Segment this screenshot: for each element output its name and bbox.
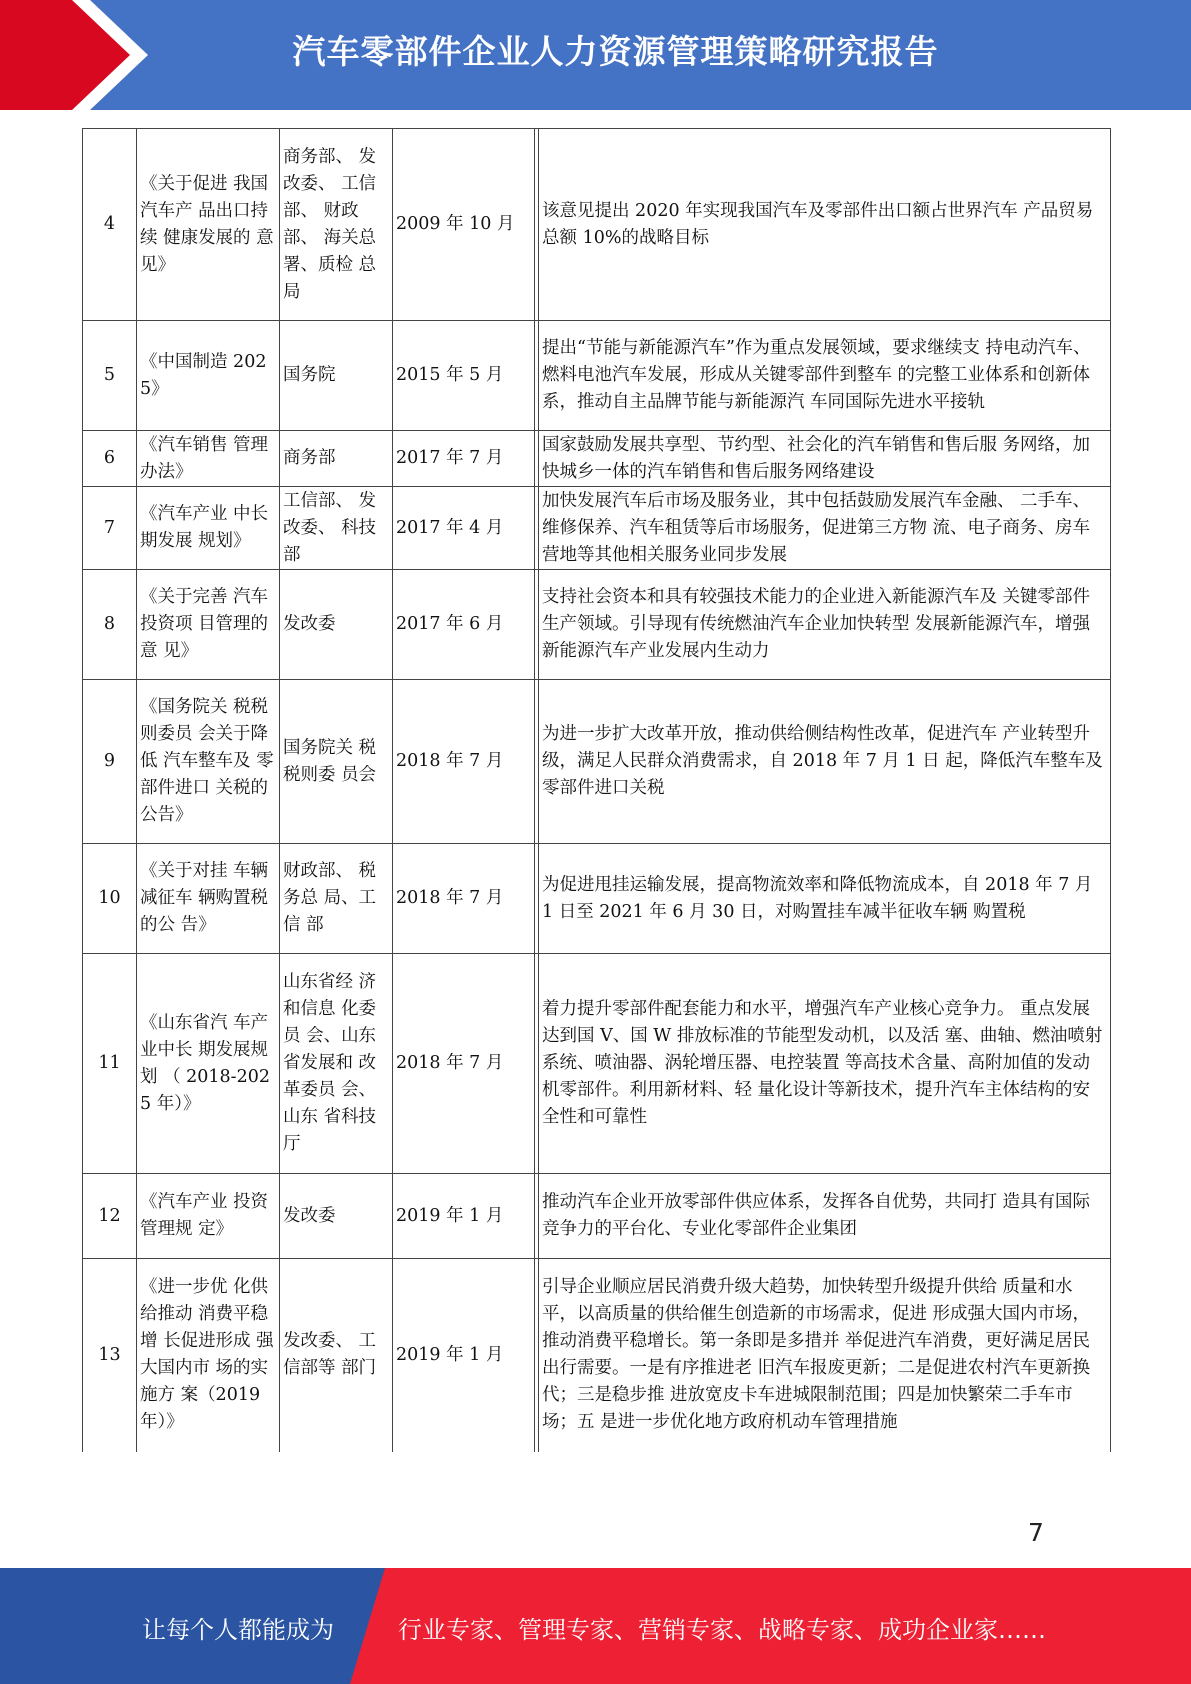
row-number: 8 [83,570,137,680]
issue-date: 2017 年 4 月 [393,487,535,570]
policy-description: 引导企业顺应居民消费升级大趋势，加快转型升级提升供给 质量和水平，以高质量的供给催生创造新的市场需求，促进 形成强大国内市场，推动消费平稳增长。第一条即是多措并 举促进汽车消费，更好满足居民出行需要。一是有序推进老 旧汽车报废更新；二是促进农村汽车更新换代；三是稳步推 进放宽皮卡车进城限制范围；四是加快繁荣二手车市场；五 是进一步优化地方政府机动车管理措施 [539,1259,1111,1452]
table-row [83,954,1111,1174]
table-row [83,1174,1111,1259]
policy-name: 《关于对挂 车辆减征车 辆购置税的公 告》 [137,844,280,954]
issue-date: 2009 年 10 月 [393,129,535,321]
page-header [0,0,1191,110]
policy-name: 《进一步优 化供给推动 消费平稳增 长促进形成 强大国内市 场的实施方 案（2019 年）》 [137,1259,280,1452]
table-row [83,570,1111,680]
issuing-department: 发改委 [280,570,393,680]
footer-slogan-right: 行业专家、管理专家、营销专家、战略专家、成功企业家…… [398,1616,1046,1644]
issuing-department: 财政部、 税务总 局、工信 部 [280,844,393,954]
row-number: 5 [83,321,137,431]
issuing-department: 商务部 [280,431,393,487]
policy-name: 《关于完善 汽车投资项 目管理的意 见》 [137,570,280,680]
issuing-department: 国务院关 税税则委 员会 [280,680,393,844]
issue-date: 2018 年 7 月 [393,680,535,844]
issuing-department: 发改委 [280,1174,393,1259]
row-number: 10 [83,844,137,954]
issuing-department: 工信部、 发改委、 科技部 [280,487,393,570]
table-row [83,680,1111,844]
policy-description: 支持社会资本和具有较强技术能力的企业进入新能源汽车及 关键零部件生产领域。引导现有传统燃油汽车企业加快转型 发展新能源汽车，增强新能源汽车产业发展内生动力 [539,570,1111,680]
policy-description: 该意见提出 2020 年实现我国汽车及零部件出口额占世界汽车 产品贸易总额 10%的战略目标 [539,129,1111,321]
report-title: 汽车零部件企业人力资源管理策略研究报告 [292,32,939,71]
policy-description: 为促进甩挂运输发展，提高物流效率和降低物流成本，自 2018 年 7 月 1 日至 2021 年 6 月 30 日，对购置挂车减半征收车辆 购置税 [539,844,1111,954]
policy-name: 《关于促进 我国汽车产 品出口持续 健康发展的 意见》 [137,129,280,321]
policy-description: 推动汽车企业开放零部件供应体系，发挥各自优势，共同打 造具有国际竞争力的平台化、专业化零部件企业集团 [539,1174,1111,1259]
policy-description: 国家鼓励发展共享型、节约型、社会化的汽车销售和售后服 务网络，加快城乡一体的汽车销售和售后服务网络建设 [539,431,1111,487]
issue-date: 2017 年 6 月 [393,570,535,680]
issue-date: 2018 年 7 月 [393,844,535,954]
issue-date: 2018 年 7 月 [393,954,535,1174]
table-row [83,431,1111,487]
row-number: 9 [83,680,137,844]
page-footer [0,1568,1191,1684]
table-row [83,487,1111,570]
row-number: 11 [83,954,137,1174]
table-row [83,129,1111,321]
table-row [83,321,1111,431]
policy-name: 《汽车产业 投资管理规 定》 [137,1174,280,1259]
policy-name: 《汽车产业 中长期发展 规划》 [137,487,280,570]
footer-slogan-left: 让每个人都能成为 [142,1616,334,1644]
row-number: 7 [83,487,137,570]
issue-date: 2015 年 5 月 [393,321,535,431]
row-number: 6 [83,431,137,487]
policy-name: 《汽车销售 管理办法》 [137,431,280,487]
table-row [83,844,1111,954]
issuing-department: 发改委、 工信部等 部门 [280,1259,393,1452]
policy-description: 着力提升零部件配套能力和水平，增强汽车产业核心竞争力。 重点发展达到国 V、国 W 排放标准的节能型发动机，以及活 塞、曲轴、燃油喷射系统、喷油器、涡轮增压器、电控装置 等高技术含量、高附加值的发动机零部件。利用新材料、轻 量化设计等新技术，提升汽车主体结构的安全性和可靠性 [539,954,1111,1174]
policy-description: 为进一步扩大改革开放，推动供给侧结构性改革，促进汽车 产业转型升级，满足人民群众消费需求，自 2018 年 7 月 1 日 起，降低汽车整车及零部件进口关税 [539,680,1111,844]
row-number: 12 [83,1174,137,1259]
issue-date: 2019 年 1 月 [393,1259,535,1452]
table-row [83,1259,1111,1452]
policy-name: 《中国制造 2025》 [137,321,280,431]
page-number: 7 [1028,1518,1044,1547]
row-number: 4 [83,129,137,321]
issue-date: 2019 年 1 月 [393,1174,535,1259]
issuing-department: 商务部、 发改委、 工信部、 财政部、 海关总署、质检 总局 [280,129,393,321]
header-arrow-decoration [0,0,160,110]
policy-name: 《国务院关 税税则委员 会关于降低 汽车整车及 零部件进口 关税的公告》 [137,680,280,844]
policy-description: 加快发展汽车后市场及服务业，其中包括鼓励发展汽车金融、 二手车、维修保养、汽车租赁等后市场服务，促进第三方物 流、电子商务、房车营地等其他相关服务业同步发展 [539,487,1111,570]
issue-date: 2017 年 7 月 [393,431,535,487]
issuing-department: 山东省经 济和信息 化委员 会、山东省发展和 改革委员 会、山东 省科技厅 [280,954,393,1174]
policy-table [82,128,1111,1452]
policy-description: 提出“节能与新能源汽车”作为重点发展领域，要求继续支 持电动汽车、燃料电池汽车发展，形成从关键零部件到整车 的完整工业体系和创新体系，推动自主品牌节能与新能源汽 车同国际先进水平接轨 [539,321,1111,431]
issuing-department: 国务院 [280,321,393,431]
policy-name: 《山东省汽 车产业中长 期发展规划 （ 2018-2025 年）》 [137,954,280,1174]
row-number: 13 [83,1259,137,1452]
